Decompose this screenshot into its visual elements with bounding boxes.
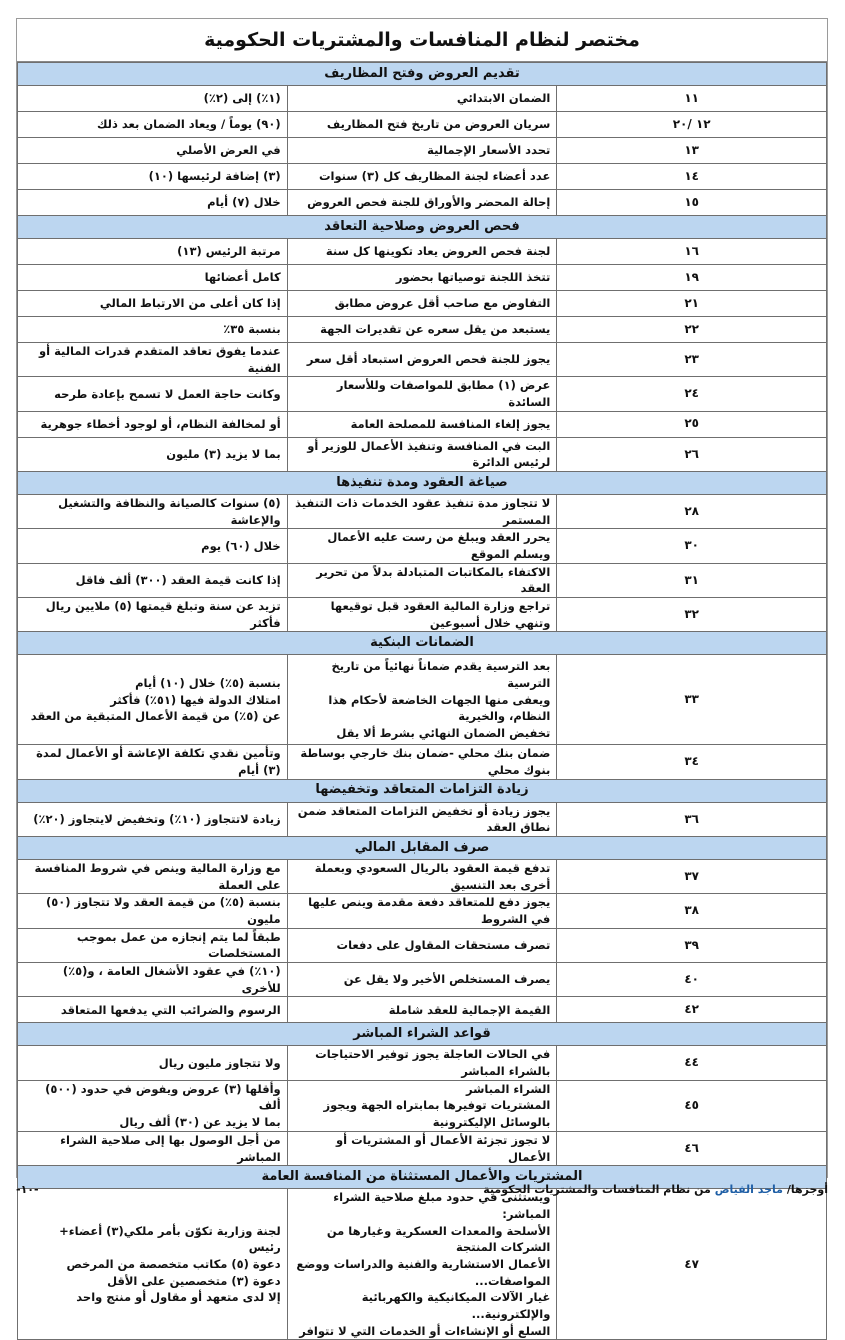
item-value-text: بنسبة ٣٥٪ <box>223 322 281 337</box>
article-number <box>557 112 827 138</box>
item-value <box>18 138 288 164</box>
item-description-text: تدفع قيمة العقود بالريال السعودي وبعملة أخرى بعد التنسيق <box>314 861 551 892</box>
article-number-text: ٣٧ <box>684 869 699 884</box>
item-value-text: كامل أعضائها <box>204 270 281 285</box>
article-number-text: ٣٢ <box>684 607 699 622</box>
footer-credit <box>483 1183 828 1196</box>
article-number-text: ٤٢ <box>684 1002 699 1017</box>
item-description <box>287 377 557 411</box>
item-value <box>18 1189 288 1340</box>
article-number <box>557 598 827 632</box>
item-description-text: يجوز إلغاء المنافسة للمصلحة العامة <box>350 416 551 431</box>
item-description-text: إحالة المحضر والأوراق للجنة فحص العروض <box>307 195 551 210</box>
item-value <box>18 343 288 377</box>
item-description-text: سريان العروض من تاريخ فتح المظاريف <box>326 117 551 132</box>
article-number <box>557 563 827 597</box>
item-description <box>287 928 557 962</box>
section-header <box>18 632 827 655</box>
table-row <box>18 963 827 997</box>
section-heading: صرف المقابل المالي <box>18 837 827 860</box>
item-description-text: في الحالات العاجلة يجوز توفير الاحتياجات بالشراء المباشر <box>315 1047 551 1079</box>
article-number-text: ٢٣ <box>684 351 699 366</box>
section-heading: الضمانات البنكية <box>18 632 827 655</box>
article-number <box>557 190 827 216</box>
article-number <box>557 745 827 779</box>
item-description-text: تتخذ اللجنة توصياتها بحضور <box>395 270 551 285</box>
article-number-text: ١٢ /٢٠ <box>672 116 711 131</box>
article-number-text: ٢٦ <box>684 446 699 461</box>
item-value <box>18 997 288 1023</box>
item-value-text: بنسبة (٥٪) خلال (١٠) أيام امتلاك الدولة فيها (٥١٪) فأكثر عن (٥٪) من قيمة الأعمال المتبقية من العقد <box>30 675 281 724</box>
item-description <box>287 529 557 563</box>
item-value <box>18 437 288 471</box>
article-number-text: ٣١ <box>684 572 699 587</box>
table-row <box>18 495 827 529</box>
article-number <box>557 239 827 265</box>
item-description <box>287 745 557 779</box>
article-number-text: ٢١ <box>684 295 699 310</box>
article-number <box>557 1189 827 1340</box>
section-heading: قواعد الشراء المباشر <box>18 1023 827 1046</box>
item-value <box>18 377 288 411</box>
item-value <box>18 928 288 962</box>
document-title: مختصر لنظام المنافسات والمشتريات الحكومية <box>17 19 827 62</box>
article-number <box>557 997 827 1023</box>
article-number <box>557 963 827 997</box>
article-number <box>557 495 827 529</box>
article-number <box>557 1080 827 1131</box>
section-heading: فحص العروض وصلاحية التعاقد <box>18 216 827 239</box>
article-number <box>557 377 827 411</box>
item-value <box>18 239 288 265</box>
item-value-text: تزيد عن سنة وتبلغ قيمتها (٥) ملايين ريال فأكثر <box>45 599 281 630</box>
item-description <box>287 437 557 471</box>
item-description-text: عرض (١) مطابق للمواصفات وللأسعار السائدة <box>336 378 551 410</box>
table-row <box>18 164 827 190</box>
article-number-text: ١٦ <box>684 243 699 258</box>
item-description <box>287 860 557 894</box>
table-row <box>18 112 827 138</box>
item-description-text: الضمان الابتدائي <box>456 91 551 106</box>
article-number <box>557 291 827 317</box>
item-value-text: في العرض الأصلي <box>176 143 281 158</box>
article-number-text: ٣٩ <box>684 937 699 952</box>
item-description <box>287 802 557 836</box>
footer-suffix: من نظام المنافسات والمشتريات الحكومية <box>483 1182 711 1196</box>
table-row <box>18 377 827 411</box>
table-row <box>18 563 827 597</box>
item-value-text: (١٪) إلى (٢٪) <box>203 91 281 106</box>
item-description-text: الشراء المباشر المشتريات توفيرها بمابتراه الجهة ويجوز بالوسائل الإليكترونية <box>323 1081 551 1130</box>
page-number: -١٠- <box>16 1182 39 1196</box>
item-description-text: لا تتجاوز مدة تنفيذ عقود الخدمات ذات التنفيذ المستمر <box>295 496 551 527</box>
item-description-text: تحدد الأسعار الإجمالية <box>427 143 551 158</box>
item-value-text: (٥) سنوات كالصيانة والنظافة والتشغيل والإعاشة <box>58 496 281 527</box>
section-heading: صياغة العقود ومدة تنفيذها <box>18 472 827 495</box>
item-value-text: خلال (٧) أيام <box>207 195 281 210</box>
item-description-text: يصرف المستخلص الأخير ولا يقل عن <box>343 972 551 987</box>
section-header <box>18 837 827 860</box>
item-value <box>18 655 288 745</box>
item-description <box>287 495 557 529</box>
item-description-text: ضمان بنك محلي -ضمان بنك خارجي بوساطة بنوك محلي <box>300 746 551 778</box>
item-value <box>18 745 288 779</box>
article-number-text: ٤٦ <box>684 1140 699 1155</box>
page-footer <box>16 1180 828 1198</box>
table-row <box>18 598 827 632</box>
table-row <box>18 343 827 377</box>
table-row <box>18 190 827 216</box>
item-value <box>18 411 288 437</box>
item-value <box>18 963 288 997</box>
item-description <box>287 86 557 112</box>
table-row <box>18 997 827 1023</box>
section-heading: المشتريات والأعمال المستثناة من المنافسة العامة <box>18 1166 827 1189</box>
item-description <box>287 239 557 265</box>
item-description-text: بعد الترسية يقدم ضماناً نهائياً من تاريخ الترسية ويعفى منها الجهات الخاضعة لأحكام هذا النظام، والخيرية تخفيض الضمان النهائي بشرط ألا يقل <box>328 659 551 740</box>
item-value-text: زيادة لاتتجاوز (١٠٪) وتخفيض لايتجاوز (٢٠٪) <box>33 812 281 827</box>
table-row <box>18 802 827 836</box>
item-value-text: (٣) إضافة لرئيسها (١٠) <box>148 169 281 184</box>
item-value-text: بما لا يزيد (٣) مليون <box>166 447 281 462</box>
article-number <box>557 265 827 291</box>
article-number-text: ٢٨ <box>684 504 699 518</box>
article-number <box>557 860 827 894</box>
table-row <box>18 745 827 779</box>
article-number <box>557 343 827 377</box>
table-row <box>18 291 827 317</box>
item-description <box>287 112 557 138</box>
article-number-text: ٤٤ <box>684 1055 699 1070</box>
item-value-text: إذا كانت قيمة العقد (٣٠٠) ألف فاقل <box>75 573 281 588</box>
item-value <box>18 112 288 138</box>
table-row <box>18 860 827 894</box>
article-number <box>557 86 827 112</box>
table-row <box>18 239 827 265</box>
item-value <box>18 495 288 529</box>
article-number <box>557 317 827 343</box>
item-value-text: لجنة وزارية تكوّن بأمر ملكي(٣) أعضاء+ رئيس دعوة (٥) مكاتب متخصصة من المرخص دعوة (٣) متخصصين على الأقل إلا لدى متعهد أو مقاول أو منتج واحد <box>59 1223 281 1305</box>
item-value-text: مرتبة الرئيس (١٣) <box>177 244 281 259</box>
item-description <box>287 563 557 597</box>
table-row <box>18 928 827 962</box>
item-value <box>18 291 288 317</box>
item-value <box>18 802 288 836</box>
table-row <box>18 529 827 563</box>
item-description <box>287 598 557 632</box>
item-description-text: ويستثنى في حدود مبلغ صلاحية الشراء المباشر: الأسلحة والمعدات العسكرية وغيارها من الشركات المنتجة الأعمال الاستشارية والفنية والدراسات ووضع المواصفات... غيار الآلات الميكانيكية والكهربائية والإلكترونية... السلع أو الإنشاءات أو الخدمات التي لا تتوافر <box>296 1190 551 1338</box>
item-description-text: القيمة الإجمالية للعقد شاملة <box>388 1002 551 1017</box>
article-number <box>557 437 827 471</box>
section-header <box>18 1023 827 1046</box>
article-number-text: ١٩ <box>684 269 699 284</box>
item-value <box>18 598 288 632</box>
item-value-text: (٩٠) يوماً / ويعاد الضمان بعد ذلك <box>96 117 281 132</box>
article-number <box>557 655 827 745</box>
table-row <box>18 138 827 164</box>
item-description <box>287 343 557 377</box>
table-row <box>18 1080 827 1131</box>
item-description-text: يجوز دفع للمتعاقد دفعة مقدمة وينص عليها في الشروط <box>308 895 551 927</box>
section-header <box>18 472 827 495</box>
article-number <box>557 411 827 437</box>
item-value-text: من أجل الوصول بها إلى صلاحية الشراء المباشر <box>60 1132 281 1164</box>
item-description <box>287 1046 557 1080</box>
article-number-text: ١٤ <box>684 168 699 183</box>
item-value <box>18 1046 288 1080</box>
item-value <box>18 563 288 597</box>
item-description <box>287 655 557 745</box>
item-description-text: يحرر العقد ويبلغ من رست عليه الأعمال ويسلم الموقع <box>327 530 551 562</box>
article-number <box>557 802 827 836</box>
item-description <box>287 1131 557 1165</box>
item-description <box>287 317 557 343</box>
article-number-text: ٤٧ <box>684 1256 699 1271</box>
item-value-text: أو لمخالفة النظام، أو لوجود أخطاء جوهرية <box>40 416 281 431</box>
item-value <box>18 164 288 190</box>
article-number-text: ٢٤ <box>684 386 699 401</box>
item-description-text: الاكتفاء بالمكاتبات المتبادلة بدلاً من تحرير العقد <box>316 564 551 596</box>
summary-table <box>17 62 827 1340</box>
item-description-text: التفاوض مع صاحب أقل عروض مطابق <box>334 296 551 311</box>
table-row <box>18 1131 827 1165</box>
item-value <box>18 860 288 894</box>
item-value-text: ولا تتجاوز مليون ريال <box>158 1055 281 1070</box>
item-value-text: خلال (٦٠) يوم <box>201 538 281 553</box>
article-number-text: ٢٢ <box>684 321 699 336</box>
item-value-text: بنسبة (٥٪) من قيمة العقد ولا تتجاوز (٥٠) مليون <box>45 895 281 927</box>
article-number-text: ١١ <box>684 90 699 105</box>
item-description-text: تراجع وزارة المالية العقود قبل توقيعها وتنهي خلال أسبوعين <box>330 599 551 630</box>
item-value <box>18 317 288 343</box>
item-description <box>287 963 557 997</box>
article-number <box>557 529 827 563</box>
item-description-text: لا تجوز تجزئة الأعمال أو المشتريات أو الأعمال <box>336 1132 551 1164</box>
table-row <box>18 437 827 471</box>
item-value <box>18 894 288 928</box>
item-value <box>18 529 288 563</box>
summary-table-body <box>18 63 827 1340</box>
table-row <box>18 411 827 437</box>
item-value-text: (١٠٪) في عقود الأشغال العامة ، و(٥٪) للأخرى <box>62 964 281 995</box>
item-value-text: طبقاً لما يتم إنجازه من عمل بموجب المستخلصات <box>76 929 281 961</box>
article-number-text: ٢٥ <box>684 416 699 431</box>
article-number <box>557 138 827 164</box>
section-header <box>18 216 827 239</box>
article-number-text: ٣٤ <box>684 754 699 769</box>
article-number-text: ٣٦ <box>684 811 699 826</box>
article-number <box>557 1046 827 1080</box>
item-description-text: تصرف مستحقات المقاول على دفعات <box>336 938 551 953</box>
item-value-text: وتأمين نقدي تكلفة الإعاشة أو الأعمال لمدة (٣) أيام <box>36 746 281 778</box>
item-value <box>18 1080 288 1131</box>
table-row <box>18 894 827 928</box>
article-number <box>557 928 827 962</box>
table-row <box>18 1046 827 1080</box>
item-description-text: البت في المنافسة وتنفيذ الأعمال للوزير أو لرئيس الدائرة <box>307 438 551 470</box>
article-number-text: ٤٥ <box>684 1098 699 1113</box>
item-value-text: إذا كان أعلى من الارتباط المالي <box>99 296 281 311</box>
item-value-text: عندما يفوق تعاقد المتقدم قدرات المالية أو الفنية <box>38 344 281 375</box>
item-description-text: يستبعد من يقل سعره عن تقديرات الجهة <box>320 322 551 337</box>
item-value <box>18 1131 288 1165</box>
table-row <box>18 86 827 112</box>
article-number-text: ٣٠ <box>684 538 699 553</box>
section-header <box>18 63 827 86</box>
item-value-text: وأقلها (٣) عروض ويفوض في حدود (٥٠٠) ألف بما لا يزيد عن (٣٠) ألف ريال <box>45 1081 281 1130</box>
section-heading: تقديم العروض وفتح المظاريف <box>18 63 827 86</box>
item-description-text: يجوز للجنة فحص العروض استبعاد أقل سعر <box>306 352 551 367</box>
item-description-text: لجنة فحص العروض يعاد تكوينها كل سنة <box>325 244 551 259</box>
article-number-text: ٣٨ <box>684 903 699 918</box>
item-description <box>287 411 557 437</box>
item-description <box>287 265 557 291</box>
item-description <box>287 190 557 216</box>
item-value-text: مع وزارة المالية وينص في شروط المنافسة على العملة <box>34 861 281 892</box>
item-description <box>287 1189 557 1340</box>
article-number <box>557 164 827 190</box>
table-row <box>18 1189 827 1340</box>
article-number-text: ٣٣ <box>684 692 699 707</box>
article-number-text: ٤٠ <box>684 972 699 987</box>
item-value-text: الرسوم والضرائب التي يدفعها المتعاقد <box>60 1002 281 1017</box>
section-heading: زيادة التزامات المتعاقد وتخفيضها <box>18 779 827 802</box>
item-description <box>287 894 557 928</box>
table-row <box>18 317 827 343</box>
item-description <box>287 997 557 1023</box>
item-value <box>18 86 288 112</box>
item-description <box>287 164 557 190</box>
item-value-text: وكانت حاجة العمل لا تسمح بإعادة طرحه <box>54 386 281 401</box>
footer-author: ماجد الفياض <box>714 1182 783 1196</box>
item-description <box>287 138 557 164</box>
article-number-text: ١٣ <box>684 142 699 157</box>
item-value <box>18 190 288 216</box>
article-number <box>557 894 827 928</box>
article-number-text: ١٥ <box>684 194 699 209</box>
item-value <box>18 265 288 291</box>
item-description <box>287 1080 557 1131</box>
table-row <box>18 265 827 291</box>
item-description <box>287 291 557 317</box>
table-row <box>18 655 827 745</box>
section-header <box>18 779 827 802</box>
article-number <box>557 1131 827 1165</box>
footer-prefix: أوجزها/ <box>786 1182 828 1196</box>
item-description-text: يجوز زيادة أو تخفيض التزامات المتعاقد ضمن نطاق العقد <box>297 803 551 835</box>
item-description-text: عدد أعضاء لجنة المظاريف كل (٣) سنوات <box>318 169 551 184</box>
